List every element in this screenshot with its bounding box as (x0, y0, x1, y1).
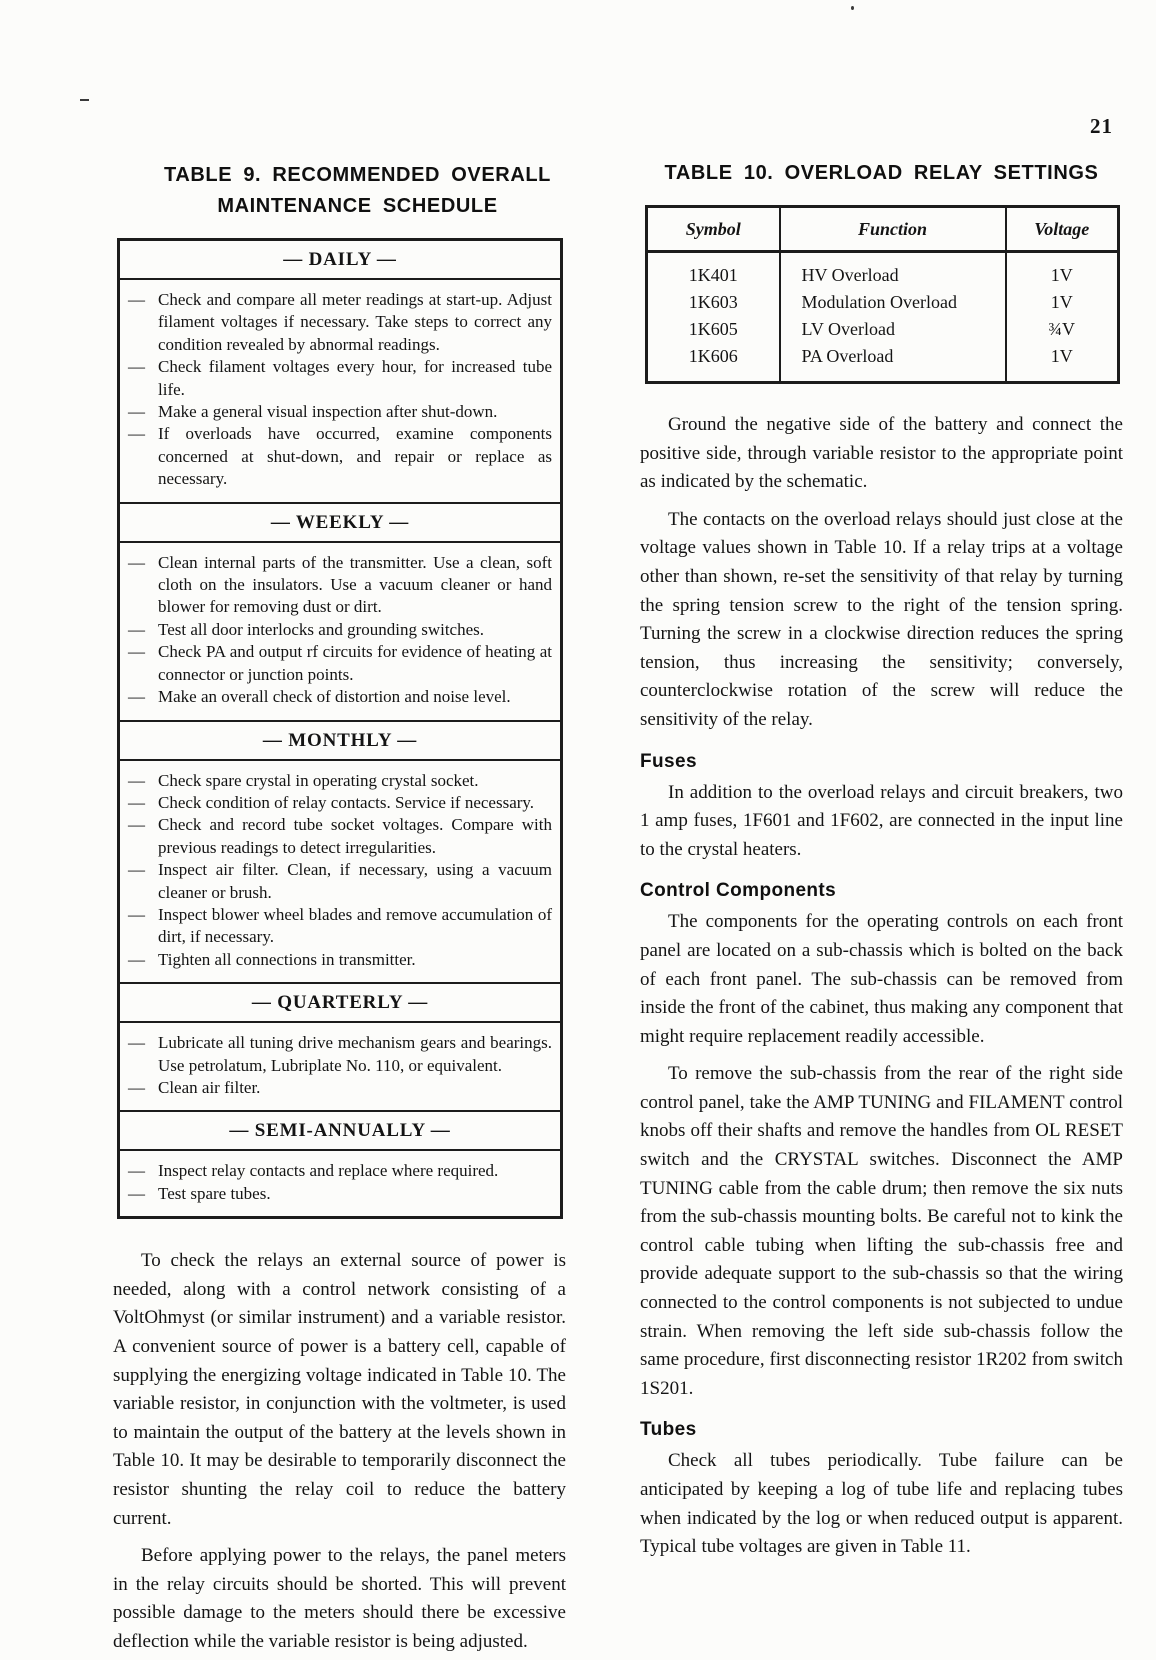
table9-title-line2: MAINTENANCE SCHEDULE (217, 195, 498, 217)
schedule-items-daily (120, 280, 560, 502)
column-header-symbol: Symbol (647, 207, 780, 252)
column-header-voltage: Voltage (1006, 207, 1119, 252)
schedule-items-semi-annually (120, 1151, 560, 1216)
schedule-items-monthly (120, 761, 560, 983)
paragraph: In addition to the overload relays and circuit breakers, two 1 amp fuses, 1F601 and 1F602, are connected in the input line to the crystal heaters. (640, 781, 1123, 860)
section-heading-fuses: Fuses (640, 750, 697, 772)
overload-relay-settings-table (645, 205, 1120, 384)
schedule-item: — Check and compare all meter readings at start-up. Adjust filament voltages if necessary. Take steps to correct any condition revealed by abnormal readings. (127, 289, 552, 356)
schedule-items-weekly (120, 543, 560, 720)
function-cell: Modulation Overload (780, 289, 1006, 316)
schedule-item: — Check and record tube socket voltages. Compare with previous readings to detect irregularities. (127, 814, 552, 859)
paragraph: The components for the operating controls on each front panel are located on a sub-chassis which is bolted on the back of each front panel. The sub-chassis can be removed from inside the front of the cabinet, thus making any component that might require replacement readily accessible. (640, 911, 1123, 1047)
column-header-function: Function (780, 207, 1006, 252)
symbol-cell: 1K603 (688, 292, 738, 312)
table-row (647, 343, 1119, 383)
section-heading-control-components: Control Components (640, 880, 837, 902)
schedule-item: — Clean air filter. (127, 1077, 552, 1099)
schedule-item: — Inspect air filter. Clean, if necessary, using a vacuum cleaner or brush. (127, 859, 552, 904)
symbol-cell: 1K401 (688, 265, 738, 285)
schedule-item: — Inspect blower wheel blades and remove accumulation of dirt, if necessary. (127, 904, 552, 949)
function-cell: LV Overload (780, 316, 1006, 343)
paragraph: Ground the negative side of the battery and connect the positive side, through variable resistor to the appropriate point as indicated by the schematic. (640, 414, 1123, 493)
voltage-cell: ¾V (1006, 316, 1119, 343)
maintenance-schedule-table (117, 238, 563, 1219)
schedule-item: — Check filament voltages every hour, for increased tube life. (127, 356, 552, 401)
voltage-cell: 1V (1006, 252, 1119, 290)
table-row (647, 289, 1119, 316)
paragraph: To check the relays an external source of power is needed, along with a control network consisting of a VoltOhmyst (or similar instrument) and a variable resistor. A convenient source of power is a battery cell, capable of supplying the energizing voltage indicated in Table 10. The variable resistor, in conjunction with the voltmeter, is used to maintain the output of the battery at the levels shown in Table 10. It may be desirable to temporarily disconnect the resistor shunting the relay coil to reduce the battery current. (113, 1250, 566, 1529)
schedule-item: — Inspect relay contacts and replace where required. (127, 1160, 552, 1182)
voltage-cell: 1V (1006, 343, 1119, 383)
table10-title-text: TABLE 10. OVERLOAD RELAY SETTINGS (664, 162, 1099, 184)
table9-title (113, 160, 566, 222)
right-column (640, 158, 1123, 1571)
table10-title (640, 158, 1123, 189)
paragraph: Check all tubes periodically. Tube failure can be anticipated by keeping a log of tube life and replacing tubes when indicated by the log or when reduced output is apparent. Typical tube voltages are given in Table 11. (640, 1450, 1123, 1558)
page-number: 21 (1090, 114, 1113, 138)
symbol-cell: 1K605 (688, 319, 738, 339)
scan-speck (80, 99, 89, 101)
paragraph: Before applying power to the relays, the panel meters in the relay circuits should be shorted. This will prevent possible damage to the meters should there be excessive deflection while the variable resistor is being adjusted. (113, 1545, 566, 1652)
table9-title-line1: TABLE 9. RECOMMENDED OVERALL (164, 164, 551, 186)
table-header-row (647, 207, 1119, 252)
schedule-header-weekly: — WEEKLY — (120, 502, 560, 543)
voltage-cell: 1V (1006, 289, 1119, 316)
schedule-item: — Tighten all connections in transmitter. (127, 949, 552, 971)
schedule-item: — Test all door interlocks and grounding switches. (127, 619, 552, 641)
schedule-items-quarterly (120, 1023, 560, 1110)
schedule-item: — Check PA and output rf circuits for evidence of heating at connector or junction points. (127, 641, 552, 686)
schedule-header-monthly: — MONTHLY — (120, 720, 560, 761)
table-row (647, 252, 1119, 290)
scan-speck (851, 6, 854, 10)
table-row (647, 316, 1119, 343)
schedule-item: — Clean internal parts of the transmitter. Use a clean, soft cloth on the insulators. Use a vacuum cleaner or hand blower for removing dust or dirt. (127, 552, 552, 619)
schedule-item: — Lubricate all tuning drive mechanism gears and bearings. Use petrolatum, Lubriplate No. 110, or equivalent. (127, 1032, 552, 1077)
paragraph: To remove the sub-chassis from the rear of the right side control panel, take the AMP TUNING and FILAMENT control knobs off their shafts and remove the handles from OL RESET switch and the CRYSTAL switches. Disconnect the AMP TUNING cable from the cable drum; then remove the six nuts from the sub-chassis mounting bolts. Be careful not to kink the control cable tubing when lifting the sub-chassis free and provide adequate support to the sub-chassis so that the wiring connected to the control components is not subjected to undue strain. When removing the left side sub-chassis follow the same procedure, first disconnecting resistor 1R202 from switch 1S201. (640, 1063, 1123, 1399)
schedule-item: — If overloads have occurred, examine components concerned at shut-down, and repair or replace as necessary. (127, 423, 552, 490)
schedule-header-quarterly: — QUARTERLY — (120, 982, 560, 1023)
schedule-item: — Test spare tubes. (127, 1183, 552, 1205)
left-column (113, 160, 566, 1660)
schedule-item: — Check condition of relay contacts. Service if necessary. (127, 792, 552, 814)
function-cell: HV Overload (780, 252, 1006, 290)
schedule-item: — Make a general visual inspection after shut-down. (127, 401, 552, 423)
schedule-item: — Make an overall check of distortion and noise level. (127, 686, 552, 708)
schedule-header-semi-annually: — SEMI-ANNUALLY — (120, 1110, 560, 1151)
function-cell: PA Overload (780, 343, 1006, 383)
schedule-item: — Check spare crystal in operating crystal socket. (127, 770, 552, 792)
section-heading-tubes: Tubes (640, 1419, 697, 1441)
symbol-cell: 1K606 (688, 346, 738, 366)
schedule-header-daily: — DAILY — (120, 241, 560, 280)
paragraph: The contacts on the overload relays should just close at the voltage values shown in Table 10. If a relay trips at a voltage other than shown, re-set the sensitivity of that relay by turning the spring tension screw to the right of the tension spring. Turning the screw in a clockwise direction reduces the spring tension, thus increasing the sensitivity; conversely, counterclockwise rotation of the screw will reduce the sensitivity of the relay. (640, 508, 1123, 730)
